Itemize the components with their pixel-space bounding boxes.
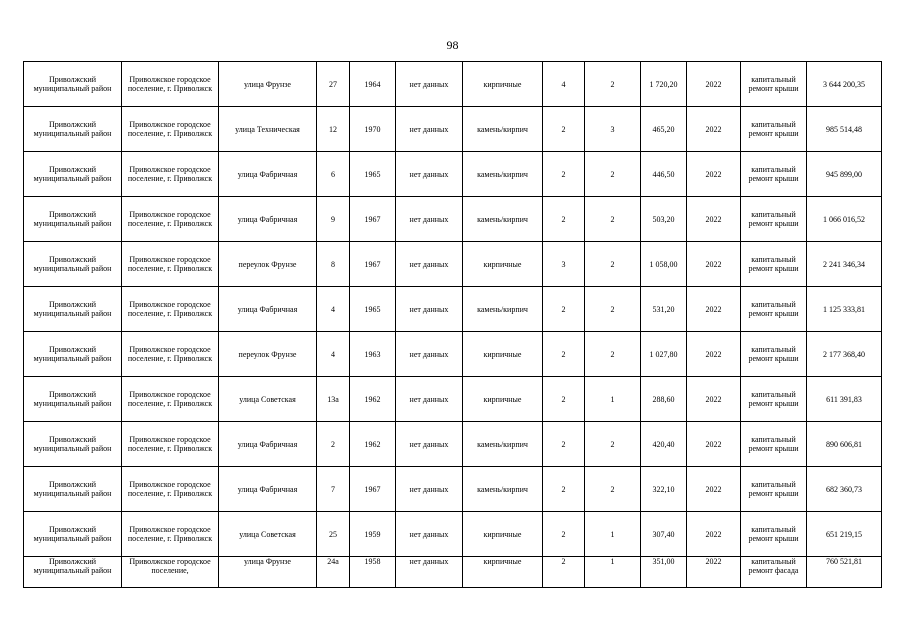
street-cell: улица Техническая	[219, 107, 317, 152]
wall-material-cell: кирпичные	[463, 242, 543, 287]
settlement-cell: Приволжское городское поселение, г. Приволжск	[122, 512, 219, 557]
table-row	[24, 152, 882, 197]
table-body	[24, 62, 882, 588]
entrances-cell: 2	[585, 62, 641, 107]
info-cell: нет данных	[396, 287, 463, 332]
table-row	[24, 467, 882, 512]
build-year-cell: 1967	[350, 467, 396, 512]
area-cell: 1 027,80	[641, 332, 687, 377]
settlement-cell: Приволжское городское поселение,	[122, 557, 219, 588]
build-year-cell: 1963	[350, 332, 396, 377]
house-number-cell: 2	[317, 422, 350, 467]
settlement-cell: Приволжское городское поселение, г. Приволжск	[122, 287, 219, 332]
build-year-cell: 1967	[350, 242, 396, 287]
house-number-cell: 27	[317, 62, 350, 107]
entrances-cell: 1	[585, 377, 641, 422]
wall-material-cell: камень/кирпич	[463, 422, 543, 467]
floors-cell: 2	[543, 152, 585, 197]
work-type-cell: капитальный ремонт крыши	[741, 197, 807, 242]
work-type-cell: капитальный ремонт крыши	[741, 422, 807, 467]
district-cell: Приволжский муниципальный район	[24, 467, 122, 512]
table-row	[24, 422, 882, 467]
wall-material-cell: камень/кирпич	[463, 152, 543, 197]
wall-material-cell: камень/кирпич	[463, 197, 543, 242]
entrances-cell: 3	[585, 107, 641, 152]
work-type-cell: капитальный ремонт крыши	[741, 287, 807, 332]
street-cell: улица Фабричная	[219, 152, 317, 197]
info-cell: нет данных	[396, 422, 463, 467]
wall-material-cell: кирпичные	[463, 62, 543, 107]
street-cell: переулок Фрунзе	[219, 242, 317, 287]
cost-cell: 945 899,00	[807, 152, 882, 197]
floors-cell: 2	[543, 197, 585, 242]
page-number: 98	[446, 38, 459, 52]
house-number-cell: 9	[317, 197, 350, 242]
area-cell: 531,20	[641, 287, 687, 332]
district-cell: Приволжский муниципальный район	[24, 152, 122, 197]
cost-cell: 651 219,15	[807, 512, 882, 557]
floors-cell: 2	[543, 557, 585, 588]
build-year-cell: 1962	[350, 422, 396, 467]
entrances-cell: 2	[585, 467, 641, 512]
work-type-cell: капитальный ремонт фасада	[741, 557, 807, 588]
settlement-cell: Приволжское городское поселение, г. Приволжск	[122, 467, 219, 512]
build-year-cell: 1967	[350, 197, 396, 242]
district-cell: Приволжский муниципальный район	[24, 107, 122, 152]
district-cell: Приволжский муниципальный район	[24, 332, 122, 377]
entrances-cell: 2	[585, 197, 641, 242]
table-row	[24, 62, 882, 107]
house-number-cell: 4	[317, 332, 350, 377]
district-cell: Приволжский муниципальный район	[24, 377, 122, 422]
wall-material-cell: камень/кирпич	[463, 107, 543, 152]
wall-material-cell: кирпичные	[463, 512, 543, 557]
house-number-cell: 6	[317, 152, 350, 197]
settlement-cell: Приволжское городское поселение, г. Приволжск	[122, 107, 219, 152]
cost-cell: 760 521,81	[807, 557, 882, 588]
info-cell: нет данных	[396, 332, 463, 377]
area-cell: 351,00	[641, 557, 687, 588]
plan-year-cell: 2022	[687, 152, 741, 197]
info-cell: нет данных	[396, 377, 463, 422]
info-cell: нет данных	[396, 512, 463, 557]
floors-cell: 4	[543, 62, 585, 107]
entrances-cell: 2	[585, 332, 641, 377]
floors-cell: 2	[543, 422, 585, 467]
street-cell: улица Фабричная	[219, 467, 317, 512]
cost-cell: 1 125 333,81	[807, 287, 882, 332]
area-cell: 1 720,20	[641, 62, 687, 107]
plan-year-cell: 2022	[687, 197, 741, 242]
work-type-cell: капитальный ремонт крыши	[741, 377, 807, 422]
info-cell: нет данных	[396, 557, 463, 588]
wall-material-cell: кирпичные	[463, 332, 543, 377]
work-type-cell: капитальный ремонт крыши	[741, 242, 807, 287]
settlement-cell: Приволжское городское поселение, г. Приволжск	[122, 377, 219, 422]
housing-repair-table	[23, 61, 882, 588]
build-year-cell: 1959	[350, 512, 396, 557]
area-cell: 420,40	[641, 422, 687, 467]
build-year-cell: 1958	[350, 557, 396, 588]
table-row	[24, 107, 882, 152]
cost-cell: 985 514,48	[807, 107, 882, 152]
plan-year-cell: 2022	[687, 242, 741, 287]
settlement-cell: Приволжское городское поселение, г. Приволжск	[122, 152, 219, 197]
build-year-cell: 1962	[350, 377, 396, 422]
street-cell: улица Советская	[219, 377, 317, 422]
table-row	[24, 287, 882, 332]
house-number-cell: 4	[317, 287, 350, 332]
settlement-cell: Приволжское городское поселение, г. Приволжск	[122, 422, 219, 467]
district-cell: Приволжский муниципальный район	[24, 422, 122, 467]
floors-cell: 2	[543, 467, 585, 512]
info-cell: нет данных	[396, 197, 463, 242]
build-year-cell: 1964	[350, 62, 396, 107]
wall-material-cell: камень/кирпич	[463, 287, 543, 332]
plan-year-cell: 2022	[687, 287, 741, 332]
wall-material-cell: камень/кирпич	[463, 467, 543, 512]
cost-cell: 2 177 368,40	[807, 332, 882, 377]
district-cell: Приволжский муниципальный район	[24, 287, 122, 332]
floors-cell: 2	[543, 332, 585, 377]
entrances-cell: 2	[585, 242, 641, 287]
plan-year-cell: 2022	[687, 377, 741, 422]
floors-cell: 3	[543, 242, 585, 287]
district-cell: Приволжский муниципальный район	[24, 557, 122, 588]
area-cell: 465,20	[641, 107, 687, 152]
house-number-cell: 13а	[317, 377, 350, 422]
entrances-cell: 1	[585, 512, 641, 557]
work-type-cell: капитальный ремонт крыши	[741, 512, 807, 557]
area-cell: 307,40	[641, 512, 687, 557]
settlement-cell: Приволжское городское поселение, г. Приволжск	[122, 332, 219, 377]
house-number-cell: 8	[317, 242, 350, 287]
table-row	[24, 557, 882, 588]
entrances-cell: 1	[585, 557, 641, 588]
work-type-cell: капитальный ремонт крыши	[741, 467, 807, 512]
info-cell: нет данных	[396, 152, 463, 197]
cost-cell: 1 066 016,52	[807, 197, 882, 242]
area-cell: 288,60	[641, 377, 687, 422]
cost-cell: 611 391,83	[807, 377, 882, 422]
plan-year-cell: 2022	[687, 512, 741, 557]
table-row	[24, 377, 882, 422]
work-type-cell: капитальный ремонт крыши	[741, 152, 807, 197]
house-number-cell: 7	[317, 467, 350, 512]
plan-year-cell: 2022	[687, 467, 741, 512]
district-cell: Приволжский муниципальный район	[24, 62, 122, 107]
cost-cell: 682 360,73	[807, 467, 882, 512]
cost-cell: 890 606,81	[807, 422, 882, 467]
build-year-cell: 1965	[350, 287, 396, 332]
entrances-cell: 2	[585, 422, 641, 467]
district-cell: Приволжский муниципальный район	[24, 197, 122, 242]
work-type-cell: капитальный ремонт крыши	[741, 62, 807, 107]
floors-cell: 2	[543, 287, 585, 332]
plan-year-cell: 2022	[687, 332, 741, 377]
settlement-cell: Приволжское городское поселение, г. Приволжск	[122, 197, 219, 242]
build-year-cell: 1965	[350, 152, 396, 197]
area-cell: 503,20	[641, 197, 687, 242]
work-type-cell: капитальный ремонт крыши	[741, 107, 807, 152]
house-number-cell: 25	[317, 512, 350, 557]
work-type-cell: капитальный ремонт крыши	[741, 332, 807, 377]
district-cell: Приволжский муниципальный район	[24, 512, 122, 557]
table-row	[24, 512, 882, 557]
floors-cell: 2	[543, 377, 585, 422]
cost-cell: 3 644 200,35	[807, 62, 882, 107]
table-row	[24, 197, 882, 242]
district-cell: Приволжский муниципальный район	[24, 242, 122, 287]
plan-year-cell: 2022	[687, 557, 741, 588]
wall-material-cell: кирпичные	[463, 377, 543, 422]
house-number-cell: 12	[317, 107, 350, 152]
info-cell: нет данных	[396, 107, 463, 152]
table-row	[24, 242, 882, 287]
street-cell: переулок Фрунзе	[219, 332, 317, 377]
cost-cell: 2 241 346,34	[807, 242, 882, 287]
area-cell: 1 058,00	[641, 242, 687, 287]
street-cell: улица Фабричная	[219, 197, 317, 242]
build-year-cell: 1970	[350, 107, 396, 152]
plan-year-cell: 2022	[687, 422, 741, 467]
info-cell: нет данных	[396, 242, 463, 287]
floors-cell: 2	[543, 107, 585, 152]
street-cell: улица Фабричная	[219, 287, 317, 332]
entrances-cell: 2	[585, 287, 641, 332]
floors-cell: 2	[543, 512, 585, 557]
street-cell: улица Фрунзе	[219, 62, 317, 107]
street-cell: улица Фрунзе	[219, 557, 317, 588]
settlement-cell: Приволжское городское поселение, г. Приволжск	[122, 62, 219, 107]
info-cell: нет данных	[396, 62, 463, 107]
entrances-cell: 2	[585, 152, 641, 197]
area-cell: 446,50	[641, 152, 687, 197]
area-cell: 322,10	[641, 467, 687, 512]
house-number-cell: 24а	[317, 557, 350, 588]
wall-material-cell: кирпичные	[463, 557, 543, 588]
plan-year-cell: 2022	[687, 62, 741, 107]
settlement-cell: Приволжское городское поселение, г. Приволжск	[122, 242, 219, 287]
plan-year-cell: 2022	[687, 107, 741, 152]
street-cell: улица Советская	[219, 512, 317, 557]
info-cell: нет данных	[396, 467, 463, 512]
street-cell: улица Фабричная	[219, 422, 317, 467]
table-row	[24, 332, 882, 377]
